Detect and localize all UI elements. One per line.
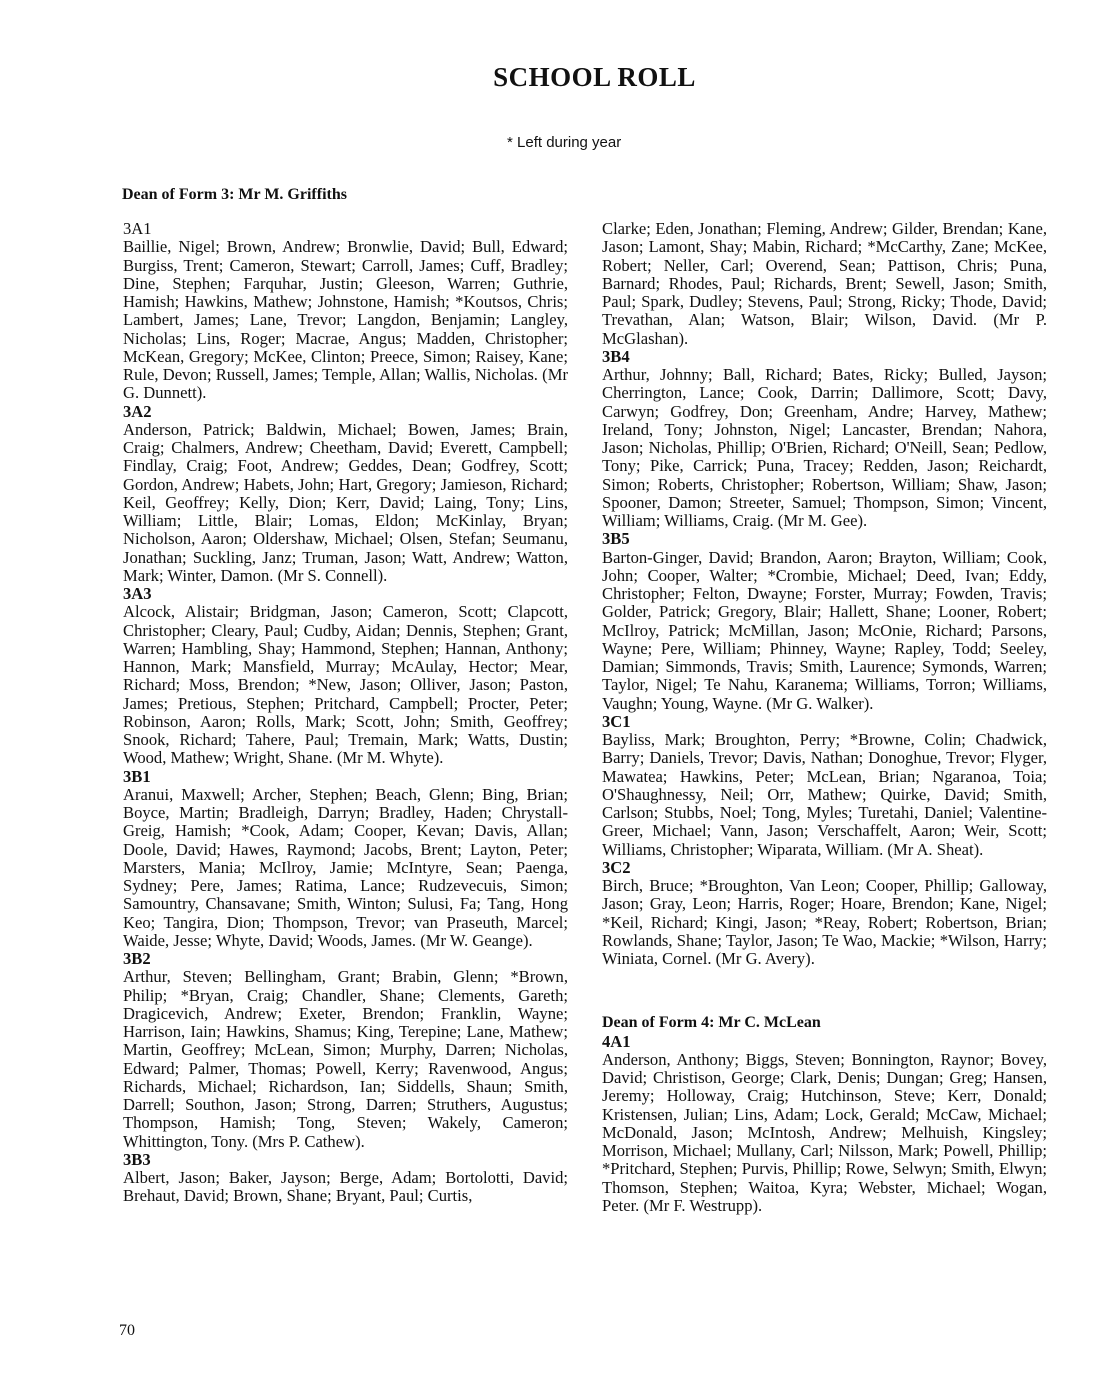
page-number: 70 <box>119 1322 135 1339</box>
form-list-3c1: Bayliss, Mark; Broughton, Perry; *Browne, Colin; Chadwick, Barry; Daniels, Trevor; Davis, Nathan; Donoghue, Trevor; Flyger, Mawatea; Hawkins, Peter; McLean, Brian; Ngaranoa, Toia; O'Shaughnessy, Neil; Orr, Mathew; Quirke, David; Smith, Carlson; Stubbs, Noel; Tong, Myles; Turetahi, Daniel; Valentine-Greer, Michael; Vann, Jason; Verschaffelt, Aaron; Weir, Scott; Williams, Christopher; Wiparata, William. (Mr A. Sheat). <box>602 730 1047 859</box>
form-list-3b3-continued: Clarke; Eden, Jonathan; Fleming, Andrew; Gilder, Brendan; Kane, Jason; Lamont, Shay; Mabin, Richard; *McCarthy, Zane; McKee, Robert; Neller, Carl; Overend, Sean; Pattison, Chris; Puna, Barnard; Rhodes, Paul; Richards, Brent; Sewell, Jason; Smith, Paul; Spark, Dudley; Stevens, Paul; Strong, Ricky; Thode, David; Trevathan, Alan; Watson, Blair; Wilson, David. (Mr P. McGlashan). <box>602 219 1047 348</box>
form-list-3a1: Baillie, Nigel; Brown, Andrew; Bronwlie, David; Bull, Edward; Burgiss, Trent; Cameron, Stewart; Carroll, James; Cuff, Bradley; Dine, Stephen; Farquhar, Justin; Gleeson, Warren; Guthrie, Hamish; Hawkins, Mathew; Johnstone, Hamish; *Koutsos, Chris; Lambert, James; Lane, Trevor; Langdon, Benjamin; Langley, Nicholas; Lins, Roger; Macrae, Angus; Madden, Christopher; McKean, Gregory; McKee, Clinton; Preece, Simon; Raisey, Kane; Rule, Devon; Russell, James; Temple, Allan; Wallis, Nicholas. (Mr G. Dunnett). <box>123 237 568 403</box>
form-heading-3b5: 3B5 <box>602 529 630 549</box>
right-column <box>602 220 1047 1215</box>
form-list-3b4: Arthur, Johnny; Ball, Richard; Bates, Ricky; Bulled, Jayson; Cherrington, Lance; Cook, Darrin; Dallimore, Scott; Davy, Carwyn; Godfrey, Don; Greenham, Andre; Harvey, Mathew; Ireland, Tony; Johnston, Nigel; Lancaster, Brendan; Nahora, Jason; Nicholas, Phillip; O'Brien, Richard; O'Neill, Sean; Pedlow, Tony; Pike, Carrick; Puna, Tracey; Redden, Jason; Reichardt, Simon; Roberts, Christopher; Robertson, William; Shaw, Jason; Spooner, Damon; Streeter, Samuel; Thompson, Simon; Vincent, William; Williams, Craig. (Mr M. Gee). <box>602 365 1047 530</box>
form-list-3a2: Anderson, Patrick; Baldwin, Michael; Bowen, James; Brain, Craig; Chalmers, Andrew; Cheetham, David; Everett, Campbell; Findlay, Craig; Foot, Andrew; Geddes, Dean; Godfrey, Scott; Gordon, Andrew; Habets, John; Hart, Gregory; Jamieson, Richard; Keil, Geoffrey; Kelly, Dion; Kerr, David; Laing, Tony; Lins, William; Little, Blair; Lomas, Eldon; McKinlay, Bryan; Nicholson, Aaron; Oldershaw, Michael; Olsen, Stefan; Seumanu, Jonathan; Suckling, Janz; Truman, Jason; Watt, Andrew; Watton, Mark; Winter, Damon. (Mr S. Connell). <box>123 419 568 585</box>
form-list-3b3: Albert, Jason; Baker, Jayson; Berge, Adam; Bortolotti, David; Brehaut, David; Brown, Shane; Bryant, Paul; Curtis, <box>123 1168 568 1206</box>
form-heading-4a1: 4A1 <box>602 1031 631 1051</box>
form-heading-3c1: 3C1 <box>602 711 631 731</box>
section-gap <box>602 968 1047 1014</box>
form-heading-3b2: 3B2 <box>123 949 151 968</box>
form-heading-3a1: 3A1 <box>123 219 152 238</box>
form-list-3b1: Aranui, Maxwell; Archer, Stephen; Beach, Glenn; Bing, Brian; Boyce, Martin; Bradleigh, Darryn; Bradley, Haden; Chrystall-Greig, Hamish; *Cook, Adam; Cooper, Kevan; Davis, Allan; Doole, David; Hawes, Raymond; Jacobs, Brent; Layton, Peter; Marsters, Mania; McIlroy, Jamie; McIntyre, Sean; Paenga, Sydney; Pere, James; Ratima, Lance; Rudzevecuis, Simon; Samountry, Chansavane; Smith, Winton; Sulusi, Fa; Tang, Hong Keo; Tangira, Dion; Thompson, Trevor; van Praseuth, Marcel; Waide, Jesse; Whyte, David; Woods, James. (Mr W. Geange). <box>123 784 568 950</box>
form-heading-3b4: 3B4 <box>602 346 630 366</box>
form-list-4a1: Anderson, Anthony; Biggs, Steven; Bonnington, Raynor; Bovey, David; Christison, George; Clark, Denis; Dungan; Greg; Hansen, Jeremy; Holloway, Craig; Hutchinson, Steve; Kerr, Donald; Kristensen, Julian; Lins, Adam; Lock, Gerald; McCaw, Michael; McDonald, Jason; McIntosh, Andrew; Melhuish, Kingsley; Morrison, Michael; Mullany, Carl; Nilsson, Mark; Powell, Phillip; *Pritchard, Stephen; Purvis, Phillip; Rowe, Selwyn; Smith, Elwyn; Thomson, Stephen; Waitoa, Kyra; Webster, Michael; Wogan, Peter. (Mr F. Westrupp). <box>602 1049 1047 1215</box>
dean-form-3-heading: Dean of Form 3: Mr M. Griffiths <box>122 186 347 203</box>
left-column <box>123 220 568 1206</box>
form-heading-3b1: 3B1 <box>123 766 151 786</box>
left-during-year-note: * Left during year <box>507 134 622 151</box>
form-heading-3c2: 3C2 <box>602 857 631 877</box>
form-heading-3a2: 3A2 <box>123 401 152 421</box>
form-list-3b2: Arthur, Steven; Bellingham, Grant; Brabin, Glenn; *Brown, Philip; *Bryan, Craig; Chandler, Shane; Clements, Gareth; Dragicevich, Andrew; Exeter, Brendon; Franklin, Wayne; Harrison, Iain; Hawkins, Shamus; King, Terepine; Lane, Mathew; Martin, Geoffrey; McLean, Simon; Murphy, Darren; Nicholas, Edward; Palmer, Thomas; Powell, Kerry; Ravenwood, Angus; Richards, Michael; Richardson, Ian; Siddells, Shaun; Smith, Darrell; Southon, Jason; Strong, Darren; Struthers, Augustus; Thompson, Hamish; Tong, Steven; Wakely, Cameron; Whittington, Tony. (Mrs P. Cathew). <box>123 967 568 1151</box>
form-list-3a3: Alcock, Alistair; Bridgman, Jason; Cameron, Scott; Clapcott, Christopher; Cleary, Paul; Cudby, Aidan; Dennis, Stephen; Grant, Warren; Hambling, Shay; Hammond, Stephen; Hannan, Anthony; Hannon, Mark; Mansfield, Murray; McAulay, Hector; Mear, Richard; Moss, Brendon; *New, Jason; Olliver, Jason; Paston, James; Pretious, Stephen; Pritchard, Campbell; Procter, Peter; Robinson, Aaron; Rolls, Mark; Scott, John; Smith, Geoffrey; Snook, Richard; Tahere, Paul; Tremain, Mark; Watts, Dustin; Wood, Mathew; Wright, Shane. (Mr M. Whyte). <box>123 602 568 768</box>
form-heading-3a3: 3A3 <box>123 584 152 603</box>
dean-form-4-heading: Dean of Form 4: Mr C. McLean <box>602 1014 821 1032</box>
form-heading-3b3: 3B3 <box>123 1149 151 1169</box>
form-list-3c2: Birch, Bruce; *Broughton, Van Leon; Cooper, Phillip; Galloway, Jason; Gray, Leon; Harris, Roger; Hoare, Brendon; Kane, Nigel; *Keil, Richard; Kingi, Jason; *Reay, Robert; Robertson, Brian; Rowlands, Shane; Taylor, Jason; Te Wao, Mackie; *Wilson, Harry; Winiata, Cornel. (Mr G. Avery). <box>602 876 1047 968</box>
form-list-3b5: Barton-Ginger, David; Brandon, Aaron; Brayton, William; Cook, John; Cooper, Walter; *Crombie, Michael; Deed, Ivan; Eddy, Christopher; Felton, Dwayne; Forster, Murray; Fowden, Travis; Golder, Patrick; Gregory, Blair; Hallett, Shane; Looner, Robert; McIlroy, Patrick; McMillan, Jason; McOnie, Richard; Parsons, Wayne; Pere, William; Phinney, Wayne; Rapley, Todd; Seeley, Damian; Simmonds, Travis; Smith, Laurence; Symonds, Warren; Taylor, Nigel; Te Nahu, Karanema; Williams, Torron; Williams, Vaughn; Young, Wayne. (Mr G. Walker). <box>602 547 1047 713</box>
page-title: SCHOOL ROLL <box>493 62 696 92</box>
